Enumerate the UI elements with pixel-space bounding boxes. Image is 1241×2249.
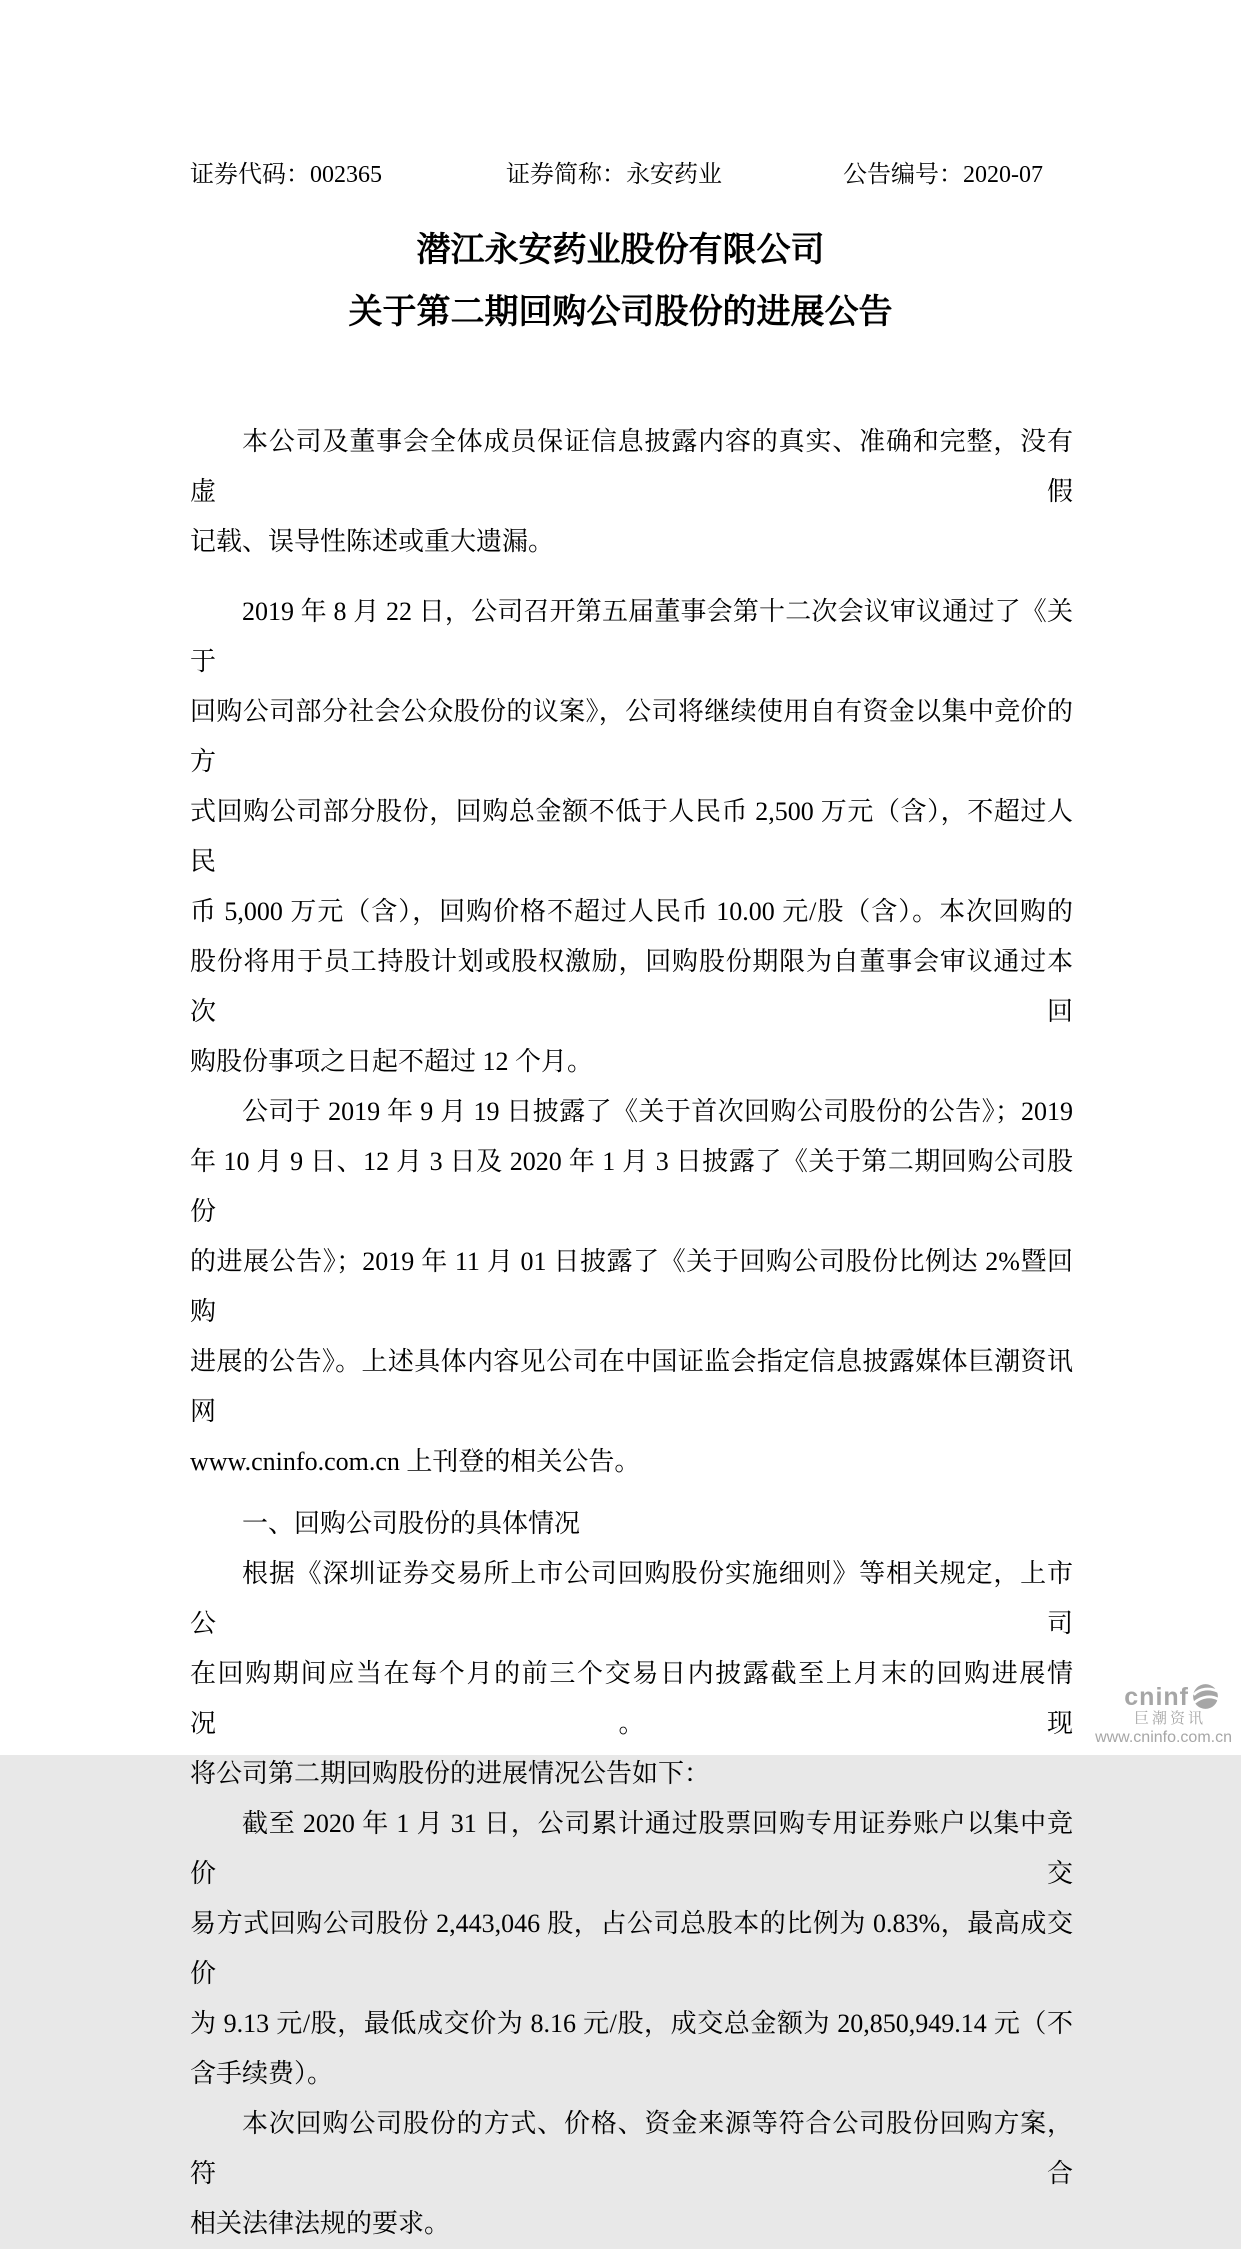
text-line: www.cninfo.com.cn 上刊登的相关公告。 xyxy=(190,1447,641,1476)
text-line: 式回购公司部分股份，回购总金额不低于人民币 2,500 万元（含），不超过人民 xyxy=(190,797,1073,876)
cninfo-url: www.cninfo.com.cn xyxy=(1095,1729,1232,1746)
section-1-heading xyxy=(190,1499,1073,1549)
text-line: 将公司第二期回购股份的进展情况公告如下： xyxy=(190,1759,711,1788)
paragraph-declaration xyxy=(190,417,1073,567)
text-line: 币 5,000 万元（含），回购价格不超过人民币 10.00 元/股（含）。本次回购的 xyxy=(190,897,1073,926)
text-line: 本公司及董事会全体成员保证信息披露内容的真实、准确和完整，没有虚假 xyxy=(190,427,1073,506)
text-line: 为 9.13 元/股，最低成交价为 8.16 元/股，成交总金额为 20,850,949.14 元（不 xyxy=(190,2009,1073,2038)
announcement-title: 关于第二期回购公司股份的进展公告 xyxy=(348,293,893,331)
text-line: 根据《深圳证券交易所上市公司回购股份实施细则》等相关规定，上市公司 xyxy=(190,1559,1073,1638)
text-line: 股份将用于员工持股计划或股权激励，回购股份期限为自董事会审议通过本次回 xyxy=(190,947,1073,1026)
paragraph-board-resolution xyxy=(190,587,1073,1087)
section-heading-text: 一、回购公司股份的具体情况 xyxy=(242,1509,581,1538)
cninfo-watermark xyxy=(1095,1683,1232,1747)
document-body xyxy=(190,417,1073,2249)
stock-name-text: 证券简称：永安药业 xyxy=(506,162,722,188)
cninfo-chinese-name: 巨潮资讯 xyxy=(1133,1710,1206,1727)
cninfo-brand-text: cninf xyxy=(1124,1682,1189,1711)
paragraph-regulation-basis xyxy=(190,1549,1073,1799)
text-line: 的进展公告》；2019 年 11 月 01 日披露了《关于回购公司股份比例达 2%暨回购 xyxy=(190,1247,1073,1326)
announcement-number-text: 公告编号：2020-07 xyxy=(843,162,1043,188)
paragraph-compliance xyxy=(190,2099,1073,2249)
text-line: 2019 年 8 月 22 日，公司召开第五届董事会第十二次会议审议通过了《关于 xyxy=(190,597,1073,676)
paragraph-disclosure-history xyxy=(190,1087,1073,1487)
text-line: 年 10 月 9 日、12 月 3 日及 2020 年 1 月 3 日披露了《关于第二期回购公司股份 xyxy=(190,1147,1073,1226)
text-line: 回购公司部分社会公众股份的议案》，公司将继续使用自有资金以集中竞价的方 xyxy=(190,697,1073,776)
cninfo-logo xyxy=(1124,1683,1219,1710)
text-line: 公司于 2019 年 9 月 19 日披露了《关于首次回购公司股份的公告》；2019 xyxy=(242,1097,1073,1126)
paragraph-progress-detail xyxy=(190,1799,1073,2099)
text-line: 相关法律法规的要求。 xyxy=(190,2209,451,2238)
text-line: 截至 2020 年 1 月 31 日，公司累计通过股票回购专用证券账户以集中竞价交 xyxy=(190,1809,1073,1888)
text-line: 含手续费）。 xyxy=(190,2059,334,2088)
text-line: 购股份事项之日起不超过 12 个月。 xyxy=(190,1047,594,1076)
text-line: 本次回购公司股份的方式、价格、资金来源等符合公司股份回购方案，符合 xyxy=(190,2109,1073,2188)
text-line: 在回购期间应当在每个月的前三个交易日内披露截至上月末的回购进展情况。现 xyxy=(190,1659,1073,1738)
globe-icon xyxy=(1192,1683,1219,1710)
text-line: 进展的公告》。上述具体内容见公司在中国证监会指定信息披露媒体巨潮资讯网 xyxy=(190,1347,1073,1426)
text-line: 记载、误导性陈述或重大遗漏。 xyxy=(190,527,555,556)
text-line: 易方式回购公司股份 2,443,046 股，占公司总股本的比例为 0.83%，最高成交价 xyxy=(190,1909,1073,1988)
stock-code-text: 证券代码：002365 xyxy=(190,162,382,188)
company-name-title: 潜江永安药业股份有限公司 xyxy=(416,231,825,269)
